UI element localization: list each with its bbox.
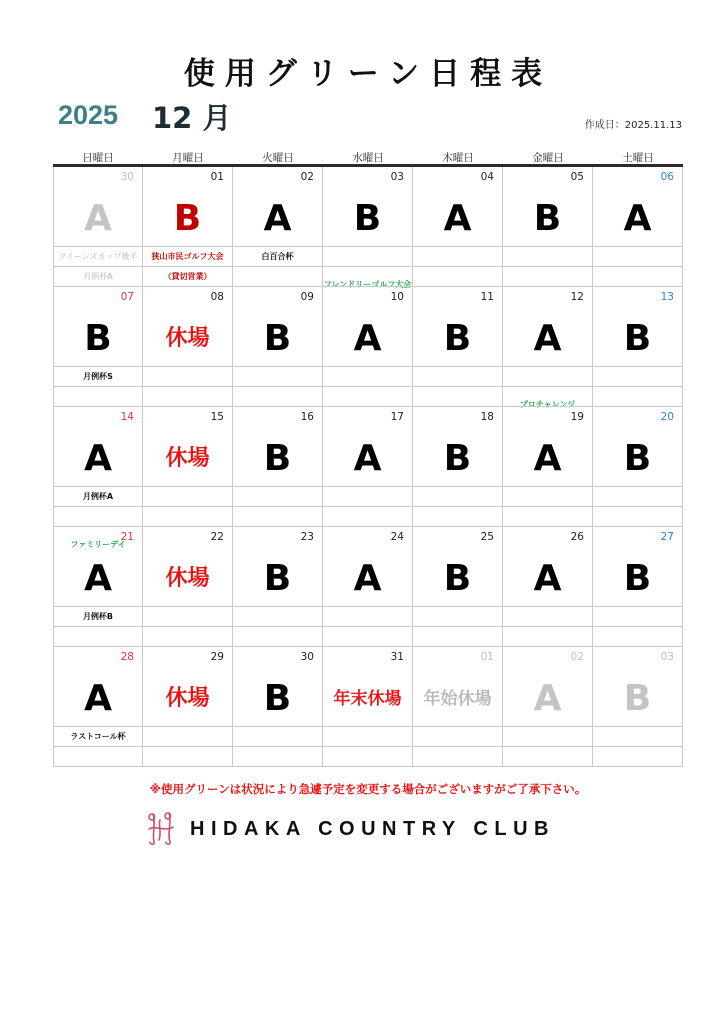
- event-cell: [233, 247, 323, 267]
- event-cell: [323, 627, 413, 647]
- green-assignment: B: [263, 438, 292, 479]
- day-number: 10: [390, 291, 404, 303]
- weekday-sunday: 日曜日: [82, 152, 114, 164]
- green-assignment: A: [443, 198, 472, 239]
- day-number: 02: [300, 171, 314, 183]
- event-cell: [503, 727, 593, 747]
- day-number: 01: [480, 651, 494, 663]
- day-cell: [323, 527, 413, 607]
- calendar-week: [53, 167, 683, 287]
- day-number: 23: [300, 531, 314, 543]
- event-cell: [143, 627, 233, 647]
- green-assignment: 休場: [165, 566, 210, 591]
- event-row: [53, 627, 683, 647]
- weekday-friday: 金曜日: [532, 152, 564, 164]
- day-number: 17: [390, 411, 404, 423]
- green-assignment: B: [623, 318, 652, 359]
- event-label: フレンドリーゴルフ大会: [323, 280, 412, 289]
- day-number: 06: [660, 171, 674, 183]
- day-number: 05: [570, 171, 584, 183]
- green-assignment: A: [533, 678, 562, 719]
- day-number: 04: [480, 171, 494, 183]
- day-cell: [53, 167, 143, 247]
- event-cell: [53, 607, 143, 627]
- event-cell: [143, 367, 233, 387]
- event-cell: [593, 487, 683, 507]
- event-cell: [413, 267, 503, 287]
- day-cell: [593, 167, 683, 247]
- day-number: 27: [660, 531, 674, 543]
- day-cell: [503, 647, 593, 727]
- event-cell: [323, 727, 413, 747]
- day-number: 09: [300, 291, 314, 303]
- event-cell: [53, 367, 143, 387]
- day-cell: [233, 647, 323, 727]
- green-assignment: 休場: [165, 686, 210, 711]
- event-cell: [413, 747, 503, 767]
- event-cell: [593, 727, 683, 747]
- day-cell: [593, 527, 683, 607]
- day-cell: [143, 167, 233, 247]
- day-cell: [593, 647, 683, 727]
- weekday-wednesday: 水曜日: [352, 152, 384, 164]
- green-assignment: 年始休場: [423, 689, 492, 709]
- event-cell: [323, 487, 413, 507]
- event-cell: [323, 247, 413, 289]
- event-row: [53, 267, 683, 287]
- event-row: [53, 387, 683, 407]
- event-cell: [503, 387, 593, 407]
- day-cell: [413, 647, 503, 727]
- day-cell: [53, 287, 143, 367]
- green-assignment: B: [263, 678, 292, 719]
- event-cell: [233, 487, 323, 507]
- event-cell: [503, 507, 593, 527]
- event-cell: [233, 727, 323, 747]
- event-cell: [233, 607, 323, 627]
- day-cell: [233, 287, 323, 367]
- event-row: [53, 487, 683, 507]
- day-cell: [503, 527, 593, 607]
- weekday-saturday: 土曜日: [622, 152, 654, 164]
- event-cell: [233, 627, 323, 647]
- day-number: 29: [210, 651, 224, 663]
- day-cell: [323, 287, 413, 367]
- event-label: 白百合杯: [261, 252, 294, 261]
- day-cell: [53, 647, 143, 727]
- day-number: 03: [660, 651, 674, 663]
- event-cell: [53, 267, 143, 287]
- green-assignment: B: [443, 318, 472, 359]
- day-number: 15: [210, 411, 224, 423]
- calendar-week: [53, 647, 683, 767]
- day-number: 08: [210, 291, 224, 303]
- event-cell: [143, 747, 233, 767]
- monogram-h-icon: [146, 810, 176, 846]
- day-cell: [503, 407, 593, 487]
- day-cell: [53, 407, 143, 487]
- event-cell: [503, 607, 593, 627]
- day-number: 16: [300, 411, 314, 423]
- event-cell: [323, 507, 413, 527]
- day-cell: [323, 407, 413, 487]
- green-assignment: A: [84, 438, 112, 479]
- calendar-grid: [53, 150, 683, 767]
- event-cell: [503, 367, 593, 409]
- green-assignment: A: [353, 438, 382, 479]
- day-number: 07: [120, 291, 134, 303]
- month-label: 12 月: [152, 101, 232, 135]
- green-assignment: B: [623, 438, 652, 479]
- day-cell: [503, 167, 593, 247]
- day-cell: [233, 527, 323, 607]
- event-cell: [53, 387, 143, 407]
- green-assignment: A: [623, 198, 652, 239]
- day-cell: [143, 647, 233, 727]
- event-row: [53, 727, 683, 747]
- event-label: （貸切営業）: [163, 272, 212, 281]
- green-row: [53, 527, 683, 607]
- day-number: 18: [480, 411, 494, 423]
- day-cell: [413, 527, 503, 607]
- event-cell: [503, 627, 593, 647]
- event-label: ファミリーデイ: [70, 540, 126, 549]
- event-cell: [413, 247, 503, 267]
- event-label: クイーンズカップ後半: [58, 252, 138, 261]
- event-cell: [53, 487, 143, 507]
- green-assignment: A: [84, 678, 112, 719]
- created-date: 作成日：2025.11.13: [584, 120, 682, 131]
- day-cell: [413, 407, 503, 487]
- green-assignment: B: [353, 198, 382, 239]
- green-assignment: A: [84, 198, 112, 239]
- event-cell: [413, 727, 503, 747]
- day-cell: [53, 527, 143, 607]
- day-number: 14: [120, 411, 134, 423]
- day-number: 21: [120, 531, 134, 543]
- event-cell: [503, 247, 593, 267]
- green-row: [53, 647, 683, 727]
- event-cell: [413, 367, 503, 387]
- day-cell: [233, 167, 323, 247]
- day-number: 11: [480, 291, 494, 303]
- schedule-change-notice: ※使用グリーンは状況により急遽予定を変更する場合がございますがご了承下さい。: [149, 782, 587, 796]
- green-assignment: 休場: [165, 326, 210, 351]
- green-assignment: B: [84, 318, 112, 359]
- event-cell: [233, 507, 323, 527]
- day-number: 30: [300, 651, 314, 663]
- event-cell: [233, 367, 323, 387]
- event-cell: [233, 747, 323, 767]
- green-assignment: B: [443, 558, 472, 599]
- event-cell: [233, 267, 323, 287]
- event-cell: [323, 387, 413, 407]
- green-assignment: A: [533, 558, 562, 599]
- event-cell: [593, 267, 683, 287]
- event-cell: [593, 367, 683, 387]
- event-cell: [143, 387, 233, 407]
- event-cell: [413, 387, 503, 407]
- event-cell: [593, 747, 683, 767]
- event-label: 月例杯S: [83, 372, 113, 381]
- event-row: [53, 367, 683, 409]
- event-cell: [143, 247, 233, 267]
- calendar-week: [53, 527, 683, 647]
- day-cell: [143, 407, 233, 487]
- event-cell: [323, 367, 413, 387]
- event-cell: [503, 487, 593, 507]
- day-cell: [233, 407, 323, 487]
- event-cell: [143, 727, 233, 747]
- event-cell: [53, 627, 143, 647]
- club-name: HIDAKA COUNTRY CLUB: [190, 818, 555, 840]
- day-number: 24: [390, 531, 404, 543]
- day-cell: [143, 287, 233, 367]
- calendar-week: [53, 287, 683, 407]
- day-cell: [593, 287, 683, 367]
- green-assignment: B: [533, 198, 562, 239]
- year-label: 2025: [58, 100, 119, 130]
- green-assignment: A: [533, 438, 562, 479]
- event-label: ラストコール杯: [70, 732, 126, 741]
- event-cell: [413, 627, 503, 647]
- event-cell: [143, 507, 233, 527]
- event-cell: [323, 267, 413, 287]
- event-cell: [53, 247, 143, 267]
- event-label: 月例杯A: [83, 272, 113, 281]
- green-row: [53, 167, 683, 247]
- green-assignment: B: [443, 438, 472, 479]
- event-label: プロチャレンジ: [519, 400, 576, 409]
- green-assignment: 年末休場: [333, 689, 402, 709]
- event-label: 月例杯B: [82, 612, 114, 621]
- green-assignment: A: [533, 318, 562, 359]
- day-number: 26: [570, 531, 584, 543]
- green-assignment: B: [173, 198, 202, 239]
- day-cell: [503, 287, 593, 367]
- event-row: [53, 607, 683, 627]
- event-cell: [323, 607, 413, 627]
- green-assignment: B: [263, 318, 292, 359]
- weekday-monday: 月曜日: [172, 152, 204, 164]
- green-assignment: A: [263, 198, 292, 239]
- day-cell: [413, 287, 503, 367]
- event-cell: [593, 247, 683, 267]
- event-cell: [413, 507, 503, 527]
- day-number: 20: [660, 411, 674, 423]
- green-assignment: A: [84, 558, 112, 599]
- event-cell: [593, 507, 683, 527]
- event-cell: [593, 607, 683, 627]
- event-cell: [143, 267, 233, 287]
- day-cell: [413, 167, 503, 247]
- green-row: [53, 407, 683, 487]
- event-cell: [143, 487, 233, 507]
- day-number: 19: [570, 411, 584, 423]
- green-assignment: A: [353, 318, 382, 359]
- weekday-header: [53, 150, 683, 167]
- day-number: 13: [660, 291, 674, 303]
- event-cell: [503, 747, 593, 767]
- green-row: [53, 287, 683, 367]
- day-cell: [323, 167, 413, 247]
- green-assignment: A: [353, 558, 382, 599]
- day-cell: [143, 527, 233, 607]
- event-cell: [593, 387, 683, 407]
- green-assignment: B: [623, 678, 652, 719]
- weekday-tuesday: 火曜日: [262, 152, 294, 164]
- event-cell: [413, 607, 503, 627]
- event-cell: [413, 487, 503, 507]
- day-number: 12: [570, 291, 584, 303]
- page-title: 使用グリーン日程表: [183, 56, 553, 92]
- event-row: [53, 747, 683, 767]
- day-number: 25: [480, 531, 494, 543]
- green-assignment: B: [263, 558, 292, 599]
- event-cell: [143, 607, 233, 627]
- day-number: 28: [120, 651, 134, 663]
- weekday-thursday: 木曜日: [442, 152, 474, 164]
- event-cell: [53, 727, 143, 747]
- event-cell: [323, 747, 413, 767]
- day-number: 01: [210, 171, 224, 183]
- day-number: 30: [120, 171, 134, 183]
- day-cell: [593, 407, 683, 487]
- day-number: 31: [390, 651, 404, 663]
- green-assignment: 休場: [165, 446, 210, 471]
- event-label: 狭山市民ゴルフ大会: [151, 252, 224, 261]
- event-label: 月例杯A: [82, 492, 114, 501]
- day-number: 22: [210, 531, 224, 543]
- event-cell: [503, 267, 593, 287]
- event-cell: [233, 387, 323, 407]
- event-cell: [593, 627, 683, 647]
- green-assignment: B: [623, 558, 652, 599]
- day-cell: [323, 647, 413, 727]
- event-cell: [53, 747, 143, 767]
- day-number: 03: [390, 171, 404, 183]
- day-number: 02: [570, 651, 584, 663]
